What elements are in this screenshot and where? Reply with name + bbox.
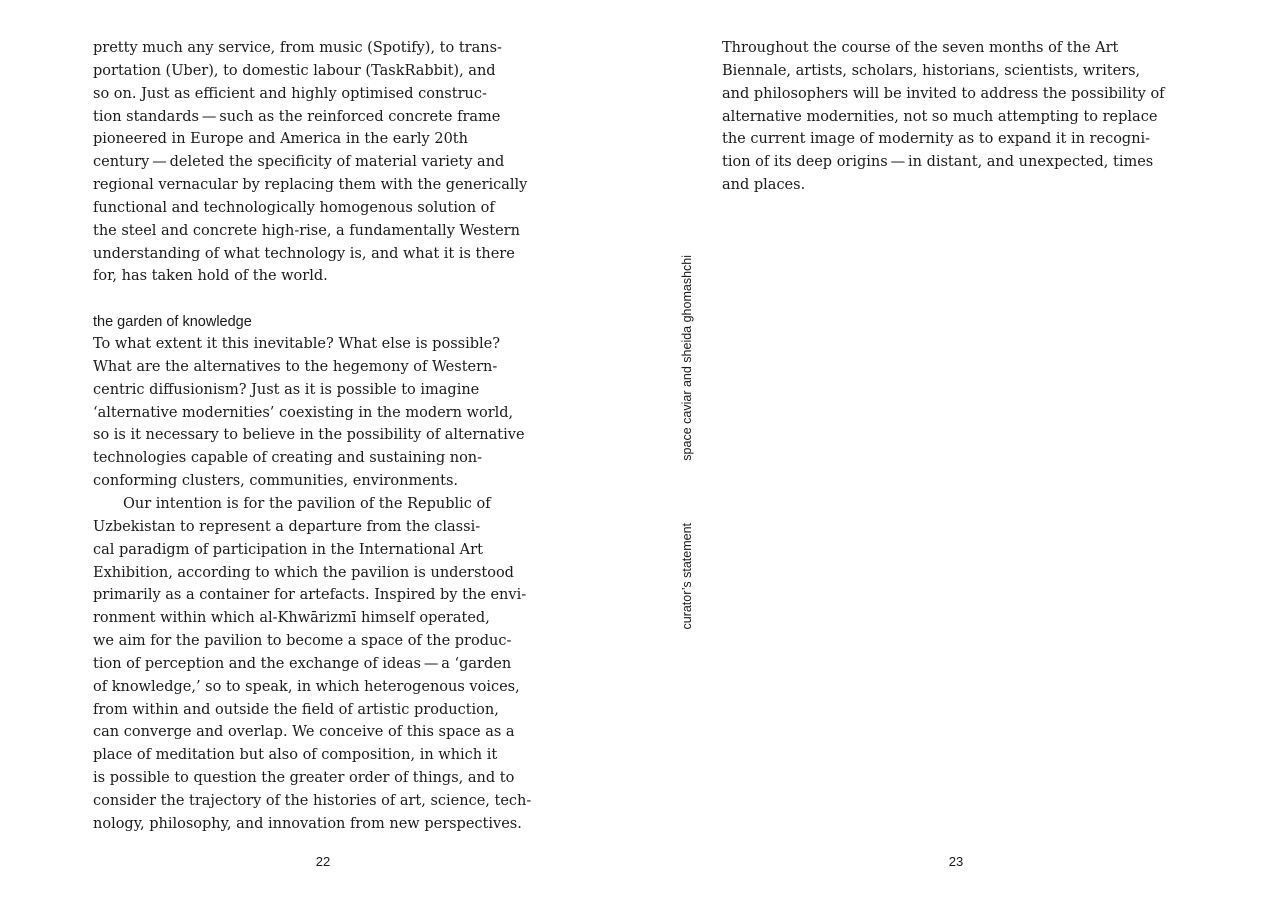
text-line: century — deleted the specificity of material variety and: [93, 154, 505, 171]
text-line: of knowledge,’ so to speak, in which heterogenous voices,: [93, 678, 520, 695]
text-line: Biennale, artists, scholars, historians, scientists, writers,: [722, 62, 1141, 79]
text-line: conforming clusters, communities, environments.: [93, 473, 459, 490]
right-page: [640, 0, 1275, 904]
text-line: technologies capable of creating and sustaining non-: [93, 450, 483, 467]
text-line: the steel and concrete high-rise, a fundamentally Western: [93, 222, 520, 239]
text-line: primarily as a container for artefacts. Inspired by the envi-: [93, 587, 527, 604]
text-line: from within and outside the field of artistic production,: [93, 701, 499, 718]
text-line: we aim for the pavilion to become a space of the produc-: [93, 633, 512, 650]
left-paragraph-2: [93, 333, 563, 493]
page-number-right: 23: [948, 854, 964, 869]
text-line: for, has taken hold of the world.: [93, 268, 328, 285]
text-line: To what extent it this inevitable? What else is possible?: [93, 336, 500, 352]
text-line: cal paradigm of participation in the International Art: [93, 541, 483, 558]
running-head-section: curator’s statement: [680, 523, 694, 630]
section-heading: the garden of knowledge: [93, 314, 252, 330]
text-line: What are the alternatives to the hegemony of Western-: [93, 358, 498, 375]
text-line: alternative modernities, not so much attempting to replace: [722, 108, 1158, 125]
running-head-authors: space caviar and sheida ghomashchi: [680, 255, 694, 461]
text-line: pretty much any service, from music (Spotify), to trans-: [93, 40, 502, 56]
text-line: tion of perception and the exchange of ideas — a ‘garden: [93, 655, 512, 672]
text-line: understanding of what technology is, and what it is there: [93, 245, 515, 262]
text-line: so is it necessary to believe in the possibility of alternative: [93, 427, 525, 444]
text-line: the current image of modernity as to expand it in recogni-: [722, 131, 1151, 148]
text-line: tion standards — such as the reinforced concrete frame: [93, 108, 501, 125]
text-line: ‘alternative modernities’ coexisting in the modern world,: [93, 404, 514, 421]
text-line: and philosophers will be invited to address the possibility of: [722, 85, 1165, 102]
left-paragraph-3: [93, 493, 563, 836]
text-line: place of meditation but also of composition, in which it: [93, 747, 498, 764]
text-line: nology, philosophy, and innovation from new perspectives.: [93, 815, 522, 832]
text-line: functional and technologically homogenous solution of: [93, 199, 495, 216]
text-line: and places.: [722, 177, 806, 194]
text-line: so on. Just as efficient and highly optimised construc-: [93, 85, 487, 102]
text-line: is possible to question the greater order of things, and to: [93, 770, 515, 787]
text-line: regional vernacular by replacing them with the generically: [93, 177, 528, 194]
right-paragraph-1: [722, 37, 1202, 197]
text-line: Uzbekistan to represent a departure from the classi-: [93, 518, 481, 535]
text-line: pioneered in Europe and America in the early 20th: [93, 131, 468, 148]
page-number-left: 22: [315, 854, 331, 869]
text-line: consider the trajectory of the histories of art, science, tech-: [93, 792, 532, 809]
text-line: centric diffusionism? Just as it is possible to imagine: [93, 381, 480, 398]
text-line: Exhibition, according to which the pavilion is understood: [93, 564, 514, 581]
text-line: Throughout the course of the seven months of the Art: [722, 40, 1119, 56]
text-line: portation (Uber), to domestic labour (TaskRabbit), and: [93, 62, 496, 79]
text-line: ronment within which al-Khwārizmī himself operated,: [93, 610, 490, 627]
text-line: can converge and overlap. We conceive of this space as a: [93, 724, 515, 741]
text-line: Our intention is for the pavilion of the Republic of: [123, 496, 491, 512]
text-line: tion of its deep origins — in distant, and unexpected, times: [722, 154, 1154, 171]
left-paragraph-1: [93, 37, 563, 288]
